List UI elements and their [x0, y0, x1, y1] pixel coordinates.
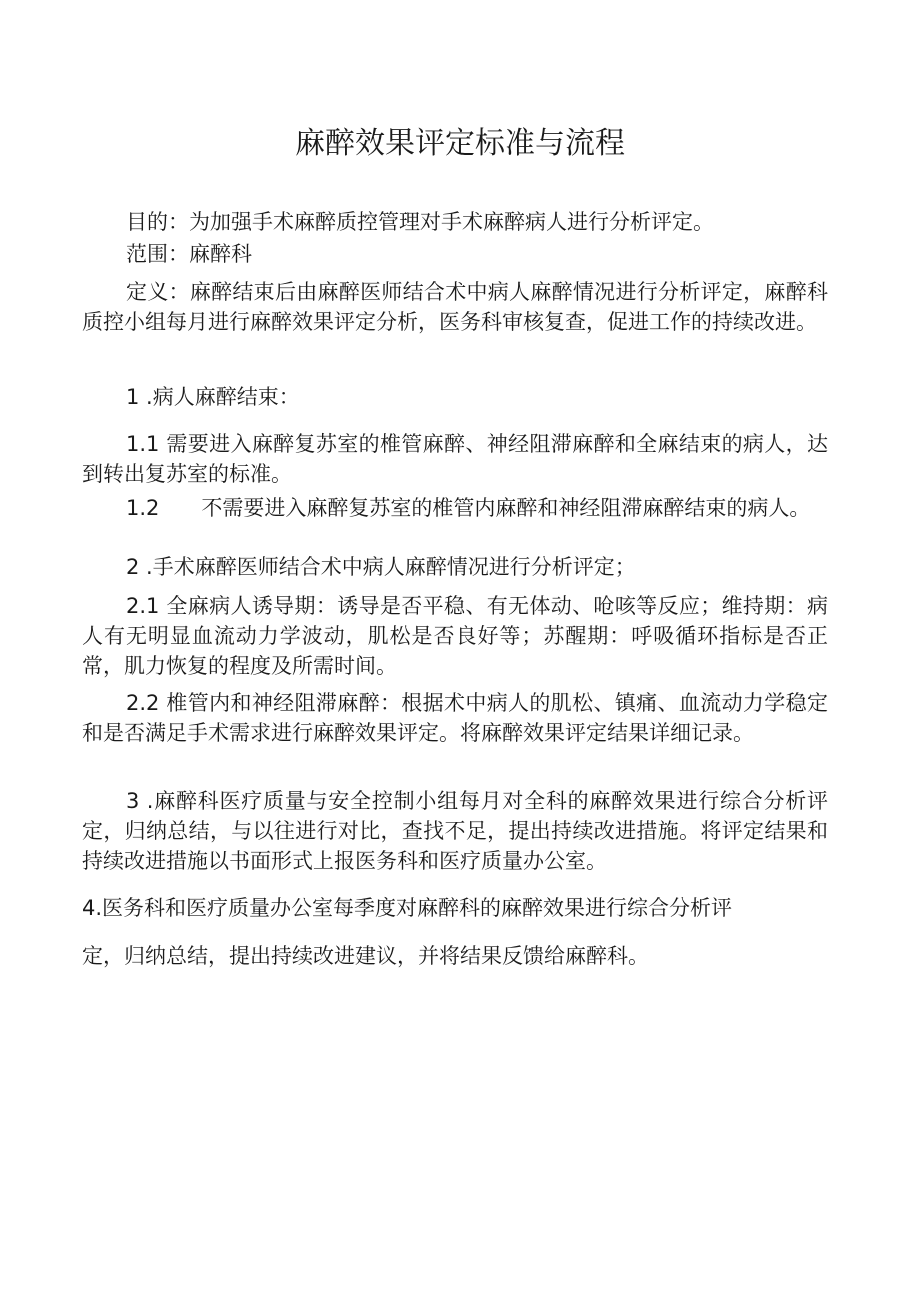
section-2-1-paragraph: 2.1 全麻病人诱导期：诱导是否平稳、有无体动、呛咳等反应；维持期：病人有无明显血流动力学波动，肌松是否良好等；苏醒期：呼吸循环指标是否正常，肌力恢复的程度及所需时间。 [82, 594, 828, 678]
definition-paragraph: 定义：麻醉结束后由麻醉医师结合术中病人麻醉情况进行分析评定，麻醉科质控小组每月进行麻醉效果评定分析，医务科审核复查，促进工作的持续改进。 [82, 280, 828, 334]
section-2-heading: 2 .手术麻醉医师结合术中病人麻醉情况进行分析评定； [126, 555, 636, 579]
purpose-paragraph: 目的：为加强手术麻醉质控管理对手术麻醉病人进行分析评定。 [126, 210, 714, 234]
document-title: 麻醉效果评定标准与流程 [295, 126, 625, 161]
section-1-2-paragraph [82, 493, 828, 523]
section-1-1-paragraph: 1.1 需要进入麻醉复苏室的椎管麻醉、神经阻滞麻醉和全麻结束的病人，达到转出复苏室的标准。 [82, 432, 828, 486]
section-4-line-1: 4.医务科和医疗质量办公室每季度对麻醉科的麻醉效果进行综合分析评 [82, 896, 733, 920]
section-1-heading: 1 .病人麻醉结束： [126, 385, 300, 409]
section-1-2-text: 不需要进入麻醉复苏室的椎管内麻醉和神经阻滞麻醉结束的病人。 [201, 496, 811, 520]
section-3-paragraph: 3 .麻醉科医疗质量与安全控制小组每月对全科的麻醉效果进行综合分析评定，归纳总结，与以往进行对比，查找不足，提出持续改进措施。将评定结果和持续改进措施以书面形式上报医务科和医疗质量办公室。 [82, 789, 828, 873]
section-2-2-paragraph: 2.2 椎管内和神经阻滞麻醉：根据术中病人的肌松、镇痛、血流动力学稳定和是否满足手术需求进行麻醉效果评定。将麻醉效果评定结果详细记录。 [82, 691, 828, 745]
scope-paragraph: 范围：麻醉科 [126, 242, 252, 266]
section-4-line-2: 定，归纳总结，提出持续改进建议，并将结果反馈给麻醉科。 [82, 944, 649, 968]
section-1-2-number: 1.2 [126, 496, 160, 520]
